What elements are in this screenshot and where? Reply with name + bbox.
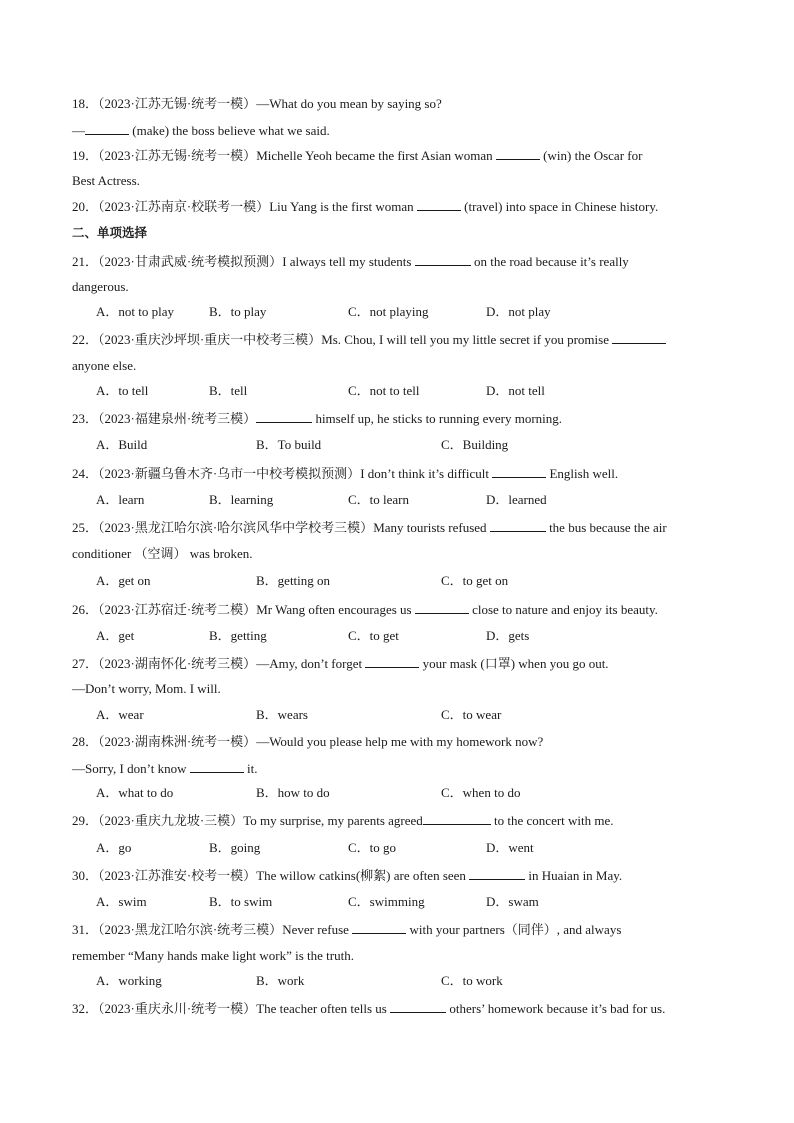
answer-blank[interactable] [417, 198, 461, 211]
option-a[interactable]: A．go [96, 840, 132, 855]
question-text: the bus because the air [545, 520, 667, 535]
option-d[interactable]: D．not play [486, 304, 551, 319]
question-27-line2 [72, 681, 722, 697]
option-b[interactable]: B．tell [209, 383, 248, 398]
section-heading: 二、单项选择 [72, 225, 148, 240]
question-text: conditioner （空调） was broken. [72, 546, 253, 561]
answer-blank[interactable] [612, 331, 666, 344]
option-b[interactable]: B．getting on [256, 573, 331, 588]
option-c[interactable]: C．when to do [441, 785, 521, 800]
option-b[interactable]: B．wears [256, 707, 308, 722]
question-text: (win) the Oscar for [539, 148, 643, 163]
question-23 [72, 410, 722, 427]
question-text: —Amy, don’t forget [256, 656, 366, 671]
question-number: 19． [72, 148, 99, 163]
question-21 [72, 253, 722, 270]
question-31 [72, 921, 722, 938]
question-source: （2023·甘肃武威·统考模拟预测） [98, 254, 283, 269]
question-24 [72, 465, 722, 482]
option-a[interactable]: A．to tell [96, 383, 149, 398]
question-source: （2023·江苏无锡·统考一模） [98, 96, 257, 111]
option-b[interactable]: B．going [209, 840, 261, 855]
question-text: on the road because it’s really [470, 254, 629, 269]
option-c[interactable]: C．to get on [441, 573, 509, 588]
question-source: （2023·江苏淮安·校考一模） [98, 868, 257, 883]
option-c[interactable]: C．swimming [348, 894, 425, 909]
question-31-line2 [72, 948, 722, 964]
question-text: The willow catkins(柳絮) are often seen [256, 868, 470, 883]
answer-blank[interactable] [469, 867, 525, 880]
question-source: （2023·重庆沙坪坝·重庆一中校考三模） [98, 332, 322, 347]
answer-blank[interactable] [352, 921, 406, 934]
question-text: I always tell my students [282, 254, 415, 269]
answer-blank[interactable] [365, 655, 419, 668]
option-b[interactable]: B．work [256, 973, 305, 988]
option-a[interactable]: A．working [96, 973, 162, 988]
question-text: English well. [546, 466, 619, 481]
question-source: （2023·湖南株洲·统考一模） [98, 734, 257, 749]
question-text: Many tourists refused [373, 520, 490, 535]
option-c[interactable]: C．to wear [441, 707, 502, 722]
option-a[interactable]: A．get [96, 628, 135, 643]
question-number: 22． [72, 332, 99, 347]
question-22 [72, 331, 722, 348]
question-number: 26． [72, 602, 99, 617]
question-number: 29． [72, 813, 99, 828]
answer-blank[interactable] [490, 519, 546, 532]
question-text: with your partners（同伴）, and always [406, 922, 622, 937]
question-source: （2023·黑龙江哈尔滨·哈尔滨风华中学校考三模） [98, 520, 374, 535]
option-c[interactable]: C．to work [441, 973, 503, 988]
question-25-line2 [72, 546, 722, 562]
question-text: (travel) into space in Chinese history. [460, 199, 659, 214]
option-a[interactable]: A．swim [96, 894, 147, 909]
dash: — [72, 123, 85, 138]
question-18 [72, 96, 722, 112]
question-text: close to nature and enjoy its beauty. [468, 602, 658, 617]
question-number: 23． [72, 411, 99, 426]
question-20 [72, 198, 722, 215]
answer-blank[interactable] [256, 410, 312, 423]
question-text: I don’t think it’s difficult [360, 466, 493, 481]
question-text: —Don’t worry, Mom. I will. [72, 681, 221, 696]
question-18-answer-line [72, 122, 722, 139]
question-28 [72, 734, 722, 750]
question-19 [72, 147, 722, 164]
question-number: 30． [72, 868, 99, 883]
question-text: others’ homework because it’s bad for us. [446, 1001, 666, 1016]
option-d[interactable]: D．gets [486, 628, 530, 643]
question-27 [72, 655, 722, 672]
option-d[interactable]: D．learned [486, 492, 547, 507]
option-c[interactable]: C．to learn [348, 492, 410, 507]
question-text: himself up, he sticks to running every morning. [312, 411, 563, 426]
question-text: dangerous. [72, 279, 129, 294]
question-number: 24． [72, 466, 99, 481]
question-29 [72, 812, 722, 829]
option-c[interactable]: C．to go [348, 840, 397, 855]
answer-blank[interactable] [85, 122, 129, 135]
answer-blank[interactable] [496, 147, 540, 160]
question-text: Best Actress. [72, 173, 140, 188]
question-text: Never refuse [282, 922, 353, 937]
option-c[interactable]: C．to get [348, 628, 399, 643]
question-21-line2 [72, 279, 722, 295]
question-number: 25． [72, 520, 99, 535]
option-d[interactable]: D．swam [486, 894, 539, 909]
question-number: 28． [72, 734, 99, 749]
question-source: （2023·江苏无锡·统考一模） [98, 148, 257, 163]
question-source: （2023·江苏南京·校联考一模） [98, 199, 270, 214]
question-source: （2023·新疆乌鲁木齐·乌市一中校考模拟预测） [98, 466, 361, 481]
question-text: Liu Yang is the first woman [269, 199, 417, 214]
question-source: （2023·湖南怀化·统考三模） [98, 656, 257, 671]
question-text: Mr Wang often encourages us [256, 602, 415, 617]
question-number: 21． [72, 254, 99, 269]
option-c[interactable]: C．Building [441, 437, 509, 452]
question-text: it. [243, 761, 258, 776]
answer-blank[interactable] [390, 1000, 446, 1013]
question-text: in Huaian in May. [525, 868, 623, 883]
option-a[interactable]: A．what to do [96, 785, 174, 800]
option-b[interactable]: B．learning [209, 492, 274, 507]
question-number: 27． [72, 656, 99, 671]
question-text: —Sorry, I don’t know [72, 761, 190, 776]
option-b[interactable]: B．to play [209, 304, 267, 319]
answer-blank[interactable] [423, 812, 491, 825]
question-source: （2023·重庆九龙坡·三模） [98, 813, 244, 828]
option-c[interactable]: C．not playing [348, 304, 429, 319]
question-text: —Would you please help me with my homework now? [256, 734, 544, 749]
option-b[interactable]: B．how to do [256, 785, 330, 800]
question-text: —What do you mean by saying so? [256, 96, 442, 111]
question-text: your mask (口罩) when you go out. [419, 656, 609, 671]
option-c[interactable]: C．not to tell [348, 383, 420, 398]
question-text: anyone else. [72, 358, 137, 373]
question-source: （2023·黑龙江哈尔滨·统考三模） [98, 922, 283, 937]
option-d[interactable]: D．went [486, 840, 534, 855]
answer-blank[interactable] [415, 601, 469, 614]
option-d[interactable]: D．not tell [486, 383, 545, 398]
question-19-line2 [72, 173, 722, 189]
question-text: The teacher often tells us [256, 1001, 391, 1016]
question-source: （2023·江苏宿迁·统考二模） [98, 602, 257, 617]
option-b[interactable]: B．getting [209, 628, 267, 643]
option-a[interactable]: A．wear [96, 707, 144, 722]
option-b[interactable]: B．to swim [209, 894, 273, 909]
option-a[interactable]: A．get on [96, 573, 151, 588]
option-a[interactable]: A．not to play [96, 304, 174, 319]
question-28-line2 [72, 760, 722, 777]
option-a[interactable]: A．Build [96, 437, 148, 452]
question-26 [72, 601, 722, 618]
question-30 [72, 867, 722, 884]
question-text: To my surprise, my parents agreed [243, 813, 423, 828]
answer-blank[interactable] [492, 465, 546, 478]
question-text: remember “Many hands make light work” is the truth. [72, 948, 354, 963]
question-source: （2023·福建泉州·统考三模） [98, 411, 257, 426]
answer-blank[interactable] [190, 760, 244, 773]
option-a[interactable]: A．learn [96, 492, 145, 507]
question-source: （2023·重庆永川·统考一模） [98, 1001, 257, 1016]
answer-blank[interactable] [415, 253, 471, 266]
question-number: 18． [72, 96, 99, 111]
question-number: 31． [72, 922, 99, 937]
question-number: 32． [72, 1001, 99, 1016]
question-25 [72, 519, 722, 536]
question-32 [72, 1000, 722, 1017]
option-b[interactable]: B．To build [256, 437, 322, 452]
question-text: Michelle Yeoh became the first Asian woman [256, 148, 496, 163]
question-number: 20． [72, 199, 99, 214]
question-text: (make) the boss believe what we said. [129, 123, 330, 138]
question-text: to the concert with me. [490, 813, 614, 828]
question-text: Ms. Chou, I will tell you my little secret if you promise [321, 332, 613, 347]
question-22-line2 [72, 358, 722, 374]
